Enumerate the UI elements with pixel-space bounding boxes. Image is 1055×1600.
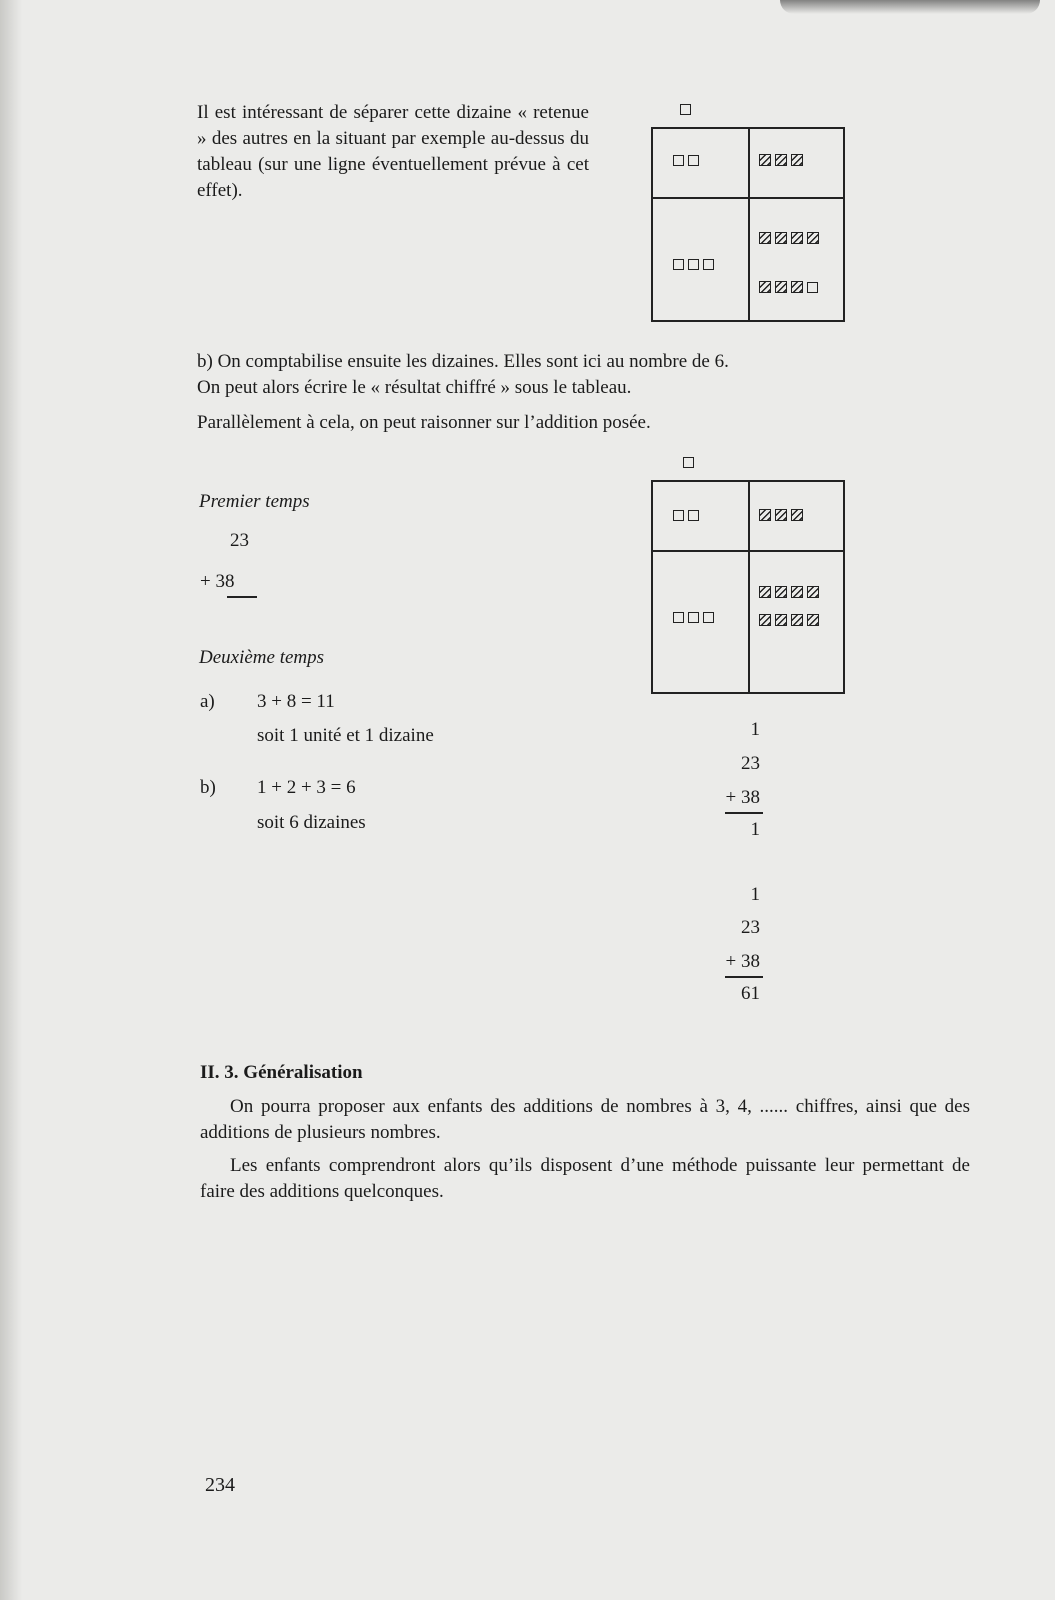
tens-group-2 [673, 155, 703, 168]
tens-group-3 [673, 259, 718, 272]
tens-group-2 [673, 510, 703, 523]
section-b-line-3: Parallèlement à cela, on peut raisonner sur l’addition posée. [197, 412, 651, 433]
units-group-4 [759, 586, 823, 600]
addition-1-bottom: + 38 [725, 787, 760, 808]
page-edge-shadow [0, 0, 22, 1600]
carried-ten-square [680, 104, 691, 115]
intro-paragraph: Il est intéressant de séparer cette dizaine « retenue » des autres en la situant par exemple au-dessus du tableau (sur une ligne éventuellement prévue à cet effet). [197, 102, 589, 201]
step-a-equation: 3 + 8 = 11 [257, 691, 335, 712]
units-group-3 [759, 509, 807, 523]
premier-temps-bottom: + 38 [200, 571, 235, 592]
table-grid [651, 127, 845, 322]
section-b-line-2: On peut alors écrire le « résultat chiffré » sous le tableau. [197, 377, 632, 398]
units-group-3 [759, 154, 807, 168]
step-a-label: a) [200, 691, 215, 712]
deuxieme-temps-heading: Deuxième temps [199, 647, 325, 668]
addition-2-top: 23 [741, 917, 760, 938]
premier-temps-heading: Premier temps [199, 491, 310, 512]
units-group-4 [759, 232, 823, 246]
carried-ten-square [683, 457, 694, 468]
page-number: 234 [205, 1474, 235, 1496]
addition-1-carry: 1 [750, 719, 760, 740]
sum-bar [227, 596, 257, 598]
generalisation-heading: II. 3. Généralisation [200, 1062, 363, 1083]
premier-temps-top: 23 [230, 530, 249, 551]
step-b-equation: 1 + 2 + 3 = 6 [257, 777, 356, 798]
units-group-4b [759, 281, 822, 295]
generalisation-paragraph-2: Les enfants comprendront alors qu’ils disposent d’une méthode puissante leur permettant de faire des additions quelconques. [200, 1155, 970, 1202]
binding-shadow [780, 0, 1040, 14]
generalisation-paragraph-1: On pourra proposer aux enfants des additions de nombres à 3, 4, ...... chiffres, ainsi que des additions de plusieurs nombres. [200, 1096, 970, 1143]
addition-2-carry: 1 [750, 884, 760, 905]
addition-1-top: 23 [741, 753, 760, 774]
step-b-label: b) [200, 777, 216, 798]
addition-2-bottom: + 38 [725, 951, 760, 972]
step-a-note: soit 1 unité et 1 dizaine [257, 725, 434, 746]
tens-group-3 [673, 612, 718, 625]
addition-2-bar [725, 976, 763, 978]
table-grid [651, 480, 845, 694]
section-b-line-1: b) On comptabilise ensuite les dizaines. Elles sont ici au nombre de 6. [197, 351, 729, 372]
units-group-4b [759, 614, 823, 628]
addition-1-result: 1 [750, 819, 760, 840]
addition-2-result: 61 [741, 983, 760, 1004]
addition-1-bar [725, 812, 763, 814]
step-b-note: soit 6 dizaines [257, 812, 366, 833]
